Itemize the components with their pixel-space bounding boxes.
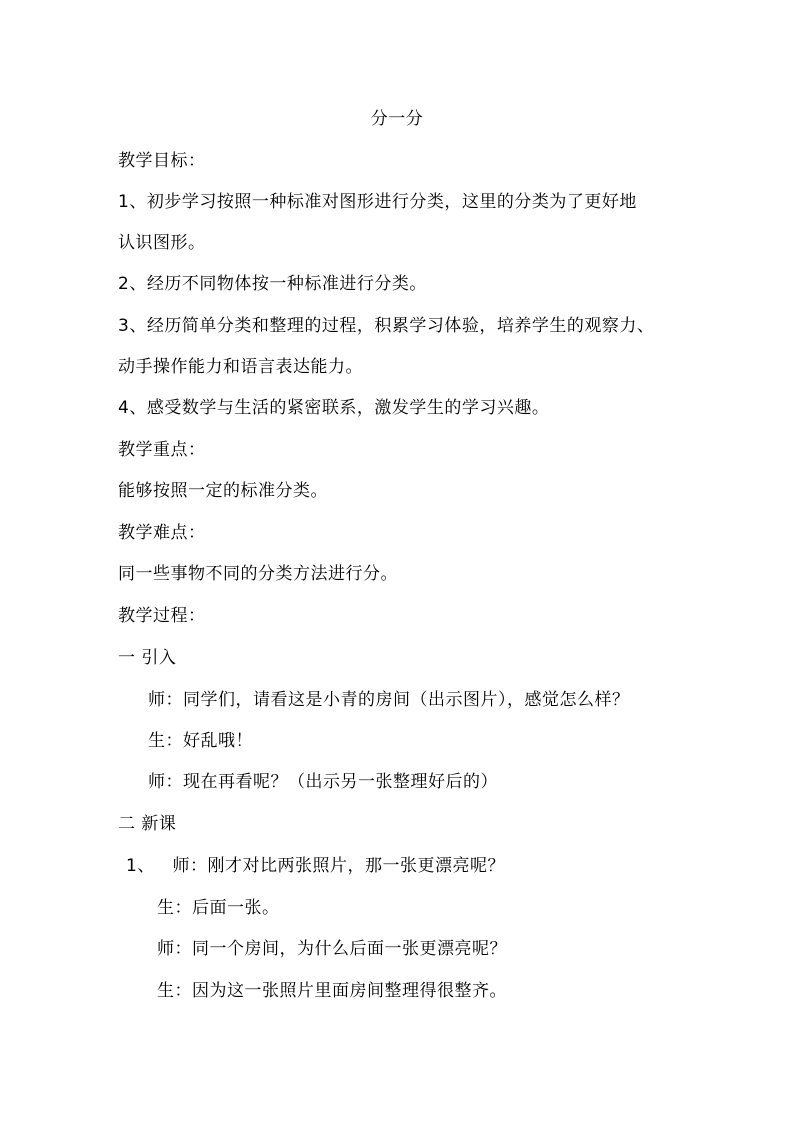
difficulty-heading: 教学难点： — [118, 523, 206, 543]
dialogue-line: 生：因为这一张照片里面房间整理得很整齐。 — [157, 981, 507, 1001]
objectives-heading: 教学目标： — [118, 151, 206, 171]
objective-line: 2、经历不同物体按一种标准进行分类。 — [118, 274, 427, 294]
objective-line: 1、初步学习按照一种标准对图形进行分类，这里的分类为了更好地 — [118, 192, 637, 212]
dialogue-line: 生：后面一张。 — [157, 898, 280, 918]
difficulty-text: 同一些事物不同的分类方法进行分。 — [118, 564, 398, 584]
objective-line: 动手操作能力和语言表达能力。 — [118, 357, 363, 377]
section-intro-heading: 一 引入 — [118, 648, 177, 668]
numbered-dialogue-line: 1、 师：刚才对比两张照片，那一张更漂亮呢？ — [126, 856, 506, 876]
objective-line: 认识图形。 — [118, 233, 206, 253]
section-new-lesson-heading: 二 新课 — [118, 814, 177, 834]
key-point-heading: 教学重点： — [118, 440, 206, 460]
objective-line: 3、经历简单分类和整理的过程，积累学习体验，培养学生的观察力、 — [118, 316, 655, 336]
objective-line: 4、感受数学与生活的紧密联系，激发学生的学习兴趣。 — [118, 398, 550, 418]
process-heading: 教学过程： — [118, 606, 206, 626]
dialogue-line: 师：同学们，请看这是小青的房间（出示图片），感觉怎么样？ — [148, 690, 630, 710]
dialogue-line: 师：现在再看呢？（出示另一张整理好后的） — [148, 772, 498, 792]
key-point-text: 能够按照一定的标准分类。 — [118, 481, 328, 501]
document-title: 分一分 — [370, 109, 424, 129]
dialogue-line: 师：同一个房间，为什么后面一张更漂亮呢？ — [157, 939, 507, 959]
dialogue-line: 生：好乱哦！ — [148, 731, 253, 751]
